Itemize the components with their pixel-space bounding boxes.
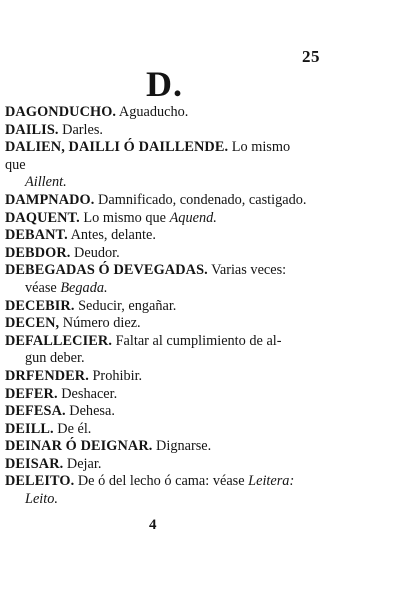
entry-definition: Varias veces: [207,262,287,279]
entry-line [5,192,313,210]
entry-term: DEFESA. [5,403,66,420]
entry-definition: De ó del lecho ó cama: véase [74,473,249,490]
entry-definition: Seducir, engañar. [74,297,177,314]
entry-definition: Lo mismo que [79,209,170,226]
entry-term: DEBDOR. [5,244,71,261]
entry-definition: Dignarse. [152,438,212,455]
glossary-entry [5,386,313,404]
entry-definition: gun deber. [25,350,85,367]
section-letter: D. [146,64,183,104]
entry-line [5,210,313,228]
entry-cross-reference: Begada. [60,279,108,296]
entry-term: DEISAR. [5,455,64,472]
entry-definition: Lo mismo que [5,139,291,173]
entry-definition: De él. [53,420,92,437]
glossary-entry [5,210,313,228]
entry-term: DALIEN, DAILLI Ó DAILLENDE. [5,139,229,156]
glossary-entry [5,315,313,333]
entry-definition: Aguaducho. [116,104,189,120]
glossary-entry [5,298,313,316]
entry-term: DECEBIR. [5,297,75,314]
entry-definition: Deudor. [70,244,120,261]
entry-term: DAQUENT. [5,209,80,226]
glossary-entry [5,139,313,192]
entry-continuation-line [5,280,313,298]
entry-line [5,333,313,351]
entry-term: DAILIS. [5,121,59,138]
entry-term: DAMPNADO. [5,191,95,208]
signature-mark: 4 [149,517,157,533]
glossary-entry [5,262,313,297]
entry-definition: Dejar. [63,455,102,472]
glossary-entry [5,473,313,508]
glossary-entry [5,227,313,245]
glossary-entry [5,403,313,421]
entry-line [5,104,313,122]
glossary-entry [5,104,313,122]
entry-line [5,421,313,439]
entry-cross-reference: Aillent. [25,174,67,191]
glossary-entry [5,456,313,474]
entry-definition: véase [25,279,61,296]
entry-definition: Dehesa. [65,403,115,420]
entry-line [5,403,313,421]
entry-cross-reference: Leito. [25,491,58,508]
entry-line [5,122,313,140]
page-number: 25 [302,47,320,66]
entry-cross-reference: Aquend. [169,209,217,226]
entry-line [5,456,313,474]
glossary-entry [5,438,313,456]
glossary-entry [5,333,313,368]
entry-line [5,139,313,174]
entry-term: DAGONDUCHO. [5,104,117,120]
entry-definition: Damnificado, condenado, castigado. [94,191,307,208]
glossary-entry [5,421,313,439]
entry-definition: Deshacer. [57,385,118,402]
entry-line [5,315,313,333]
entry-term: DEBEGADAS Ó DEVEGADAS. [5,262,208,279]
entry-line [5,227,313,245]
glossary-entry [5,122,313,140]
glossary-entry [5,192,313,210]
entry-definition: Faltar al cumplimiento de al- [112,332,282,349]
entry-definition: Antes, delante. [67,227,156,244]
glossary-entry [5,245,313,263]
entry-continuation-line [5,350,313,368]
entry-term: DEFER. [5,385,58,402]
entry-term: DEFALLECIER. [5,332,112,349]
entry-line [5,298,313,316]
entry-term: DEINAR Ó DEIGNAR. [5,438,153,455]
entry-line [5,386,313,404]
entry-cross-reference: Leitera: [248,473,295,490]
entry-line [5,262,313,280]
entry-line [5,438,313,456]
glossary-entries [5,104,313,509]
entry-term: DRFENDER. [5,367,89,384]
entry-definition: Prohibir. [88,367,143,384]
entry-continuation-line [5,491,313,509]
entry-continuation-line [5,174,313,192]
entry-term: DELEITO. [5,473,75,490]
entry-term: DEILL. [5,420,54,437]
entry-line [5,245,313,263]
entry-term: DEBANT. [5,227,68,244]
entry-definition: Número diez. [59,315,141,332]
entry-line [5,473,313,491]
entry-term: DECEN, [5,315,60,332]
glossary-entry [5,368,313,386]
entry-definition: Darles. [58,121,104,138]
entry-line [5,368,313,386]
